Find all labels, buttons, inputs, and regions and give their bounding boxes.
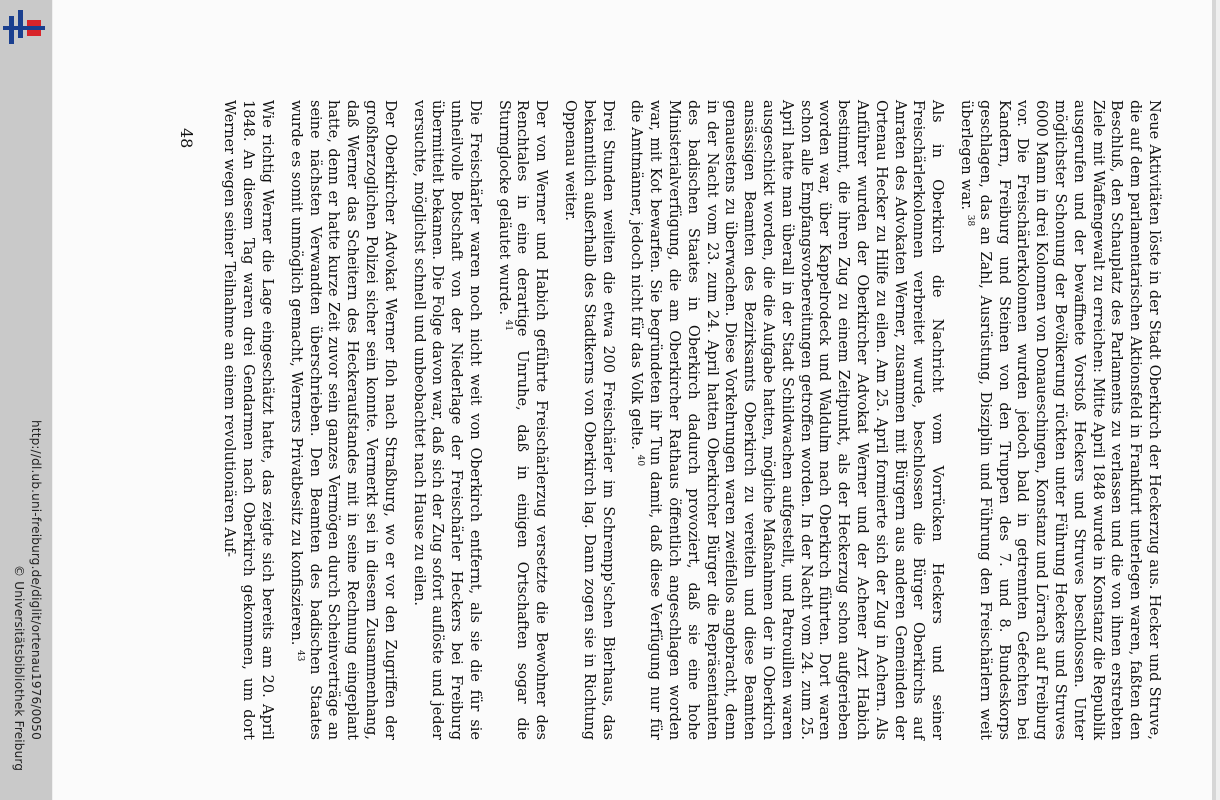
paragraph: Der von Werner und Habich geführte Freischärlerzug versetzte die Bewohner des Renchtales in eine derartige Unruhe, daß in einigen Ortschaften sogar die Sturmglocke geläutet wurde. $^{41}$ bbox=[495, 100, 550, 740]
document-url[interactable]: http://dl.ub.uni-freiburg.de/diglit/ortenau1976/0050 bbox=[29, 420, 43, 740]
scanned-page bbox=[53, 0, 1216, 800]
paragraph: Als in Oberkirch die Nachricht vom Vorrücken Heckers und seiner Freischärlerkolonnen verbreitet wurde, beschlossen die Bürger Oberkirchs auf Anraten des Advokaten Werner, zusammen mit Bürgern aus anderen Gemeinden der Ortenau Hecker zu Hilfe zu eilen. Am 25. April formierte sich der Zug in Achern. Als Anführer wurden der Oberkircher Advokat Werner und der Achener Arzt Habich bestimmt, die ihren Zug zu einem Zeitpunkt, als der Heckerzug schon aufgerieben worden war, über Kappelrodeck und Waldulm nach Oberkirch führten. Dort waren schon alle Empfangsvorbereitungen getroffen worden. In der Nacht vom 24. zum 25. April hatte man überall in der Stadt Schildwachen aufgestellt, und Patrouillen waren ausgeschickt worden, die die Aufgabe hatten, mögliche Maßnahmen der in Oberkirch ansässigen Beamten des Bezirksamts Oberkirch zu vereiteln und diese Beamten genauestens zu überwachen. Diese Vorkehrungen waren zweifellos angebracht, denn in der Nacht vom 23. zum 24. April hatten Oberkircher Bürger die Repräsentanten des badischen Staates in Oberkirch dadurch provoziert, daß sie eine hohe Ministerialverfügung, die am Oberkircher Rathaus öffentlich angeschlagen worden war, mit Kot bewarfen. Sie begründeten ihr Tun damit, daß diese Verfügung nur für die Amtmänner, jedoch nicht für das Volk gelte. $^{40}$ bbox=[628, 100, 946, 740]
footnote-ref: 40 bbox=[635, 454, 646, 467]
footnote-ref: 41 bbox=[502, 319, 513, 332]
footnote-ref: 38 bbox=[964, 214, 975, 227]
paragraph: Der Oberkircher Advokat Werner floh nach Straßburg, wo er vor den Zugriffen der großherzoglichen Polizei sicher sein konnte. Vermerkt sei in diesem Zusammenhang, daß Werner das Scheitern des Heckeraufstandes mit in seine Rechnung eingeplant hatte, denn er hatte kurze Zeit zuvor sein ganzes Vermögen durch Scheinverträge an seine nächsten Verwandten überschrieben. Den Beamten des badischen Staates wurde es somit unmöglich gemacht, Werners Privatbesitz zu konfiszieren. $^{43}$ bbox=[287, 100, 398, 740]
page-edge bbox=[1212, 0, 1216, 800]
paragraph: Wie richtig Werner die Lage eingeschätzt hatte, das zeigte sich bereits am 20. April 1848. An diesem Tag waren drei Gendarmen nach Oberkirch gekommen, um dort Werner wegen seiner Teilnahme an einem revolutionären Auf- bbox=[221, 100, 275, 740]
paragraph: Die Freischärler waren noch nicht weit von Oberkirch entfernt, als sie die für sie unheilvolle Botschaft von der Niederlage der Freischärler Heckers bei Freiburg übermittelt bekamen. Die Folge davon war, daß sich der Zug sofort auflöste und jeder versuchte, möglichst schnell und unbeobachtet nach Hause zu eilen. bbox=[410, 100, 483, 740]
paragraph: Neue Aktivitäten löste in der Stadt Oberkirch der Heckerzug aus. Hecker und Struve, die auf dem parlamentarischen Aktionsfeld in Frankfurt unterlegen waren, faßten den Beschluß, den Schauplatz des Parlaments zu verlassen und die von ihnen erstrebten Ziele mit Waffengewalt zu erreichen: Mitte April 1848 wurde in Konstanz die Republik ausgerufen und der bewaffnete Vorstoß Heckers und Struves beschlossen. Unter möglichster Schonung der Bevölkerung rückten unter Führung Heckers und Struves 6000 Mann in drei Kolonnen von Donaueschingen, Konstanz und Lörrach auf Freiburg vor. Die Freischärlerkolonnen wurden jedoch bald in getrennten Gefechten bei Kandern, Freiburg und Steinen von den Truppen des 7. und 8. Bundeskorps geschlagen, das an Zahl, Ausrüstung, Disziplin und Führung den Freischärlern weit überlegen war. $^{38}$ bbox=[958, 100, 1162, 740]
footnote-ref: 43 bbox=[294, 649, 305, 662]
page-number: 48 bbox=[177, 128, 196, 149]
library-logo-icon bbox=[3, 6, 45, 50]
viewer-sidebar bbox=[0, 0, 52, 800]
copyright-notice: © Universitätsbibliothek Freiburg bbox=[12, 565, 26, 772]
page-text-block bbox=[188, 100, 1163, 740]
paragraph: Drei Stunden weilten die etwa 200 Freischärler im Schrempp'schen Bierhaus, das bekanntlich außerhalb des Stadtkerns von Oberkirch lag. Dann zogen sie in Richtung Oppenau weiter. bbox=[562, 100, 616, 740]
